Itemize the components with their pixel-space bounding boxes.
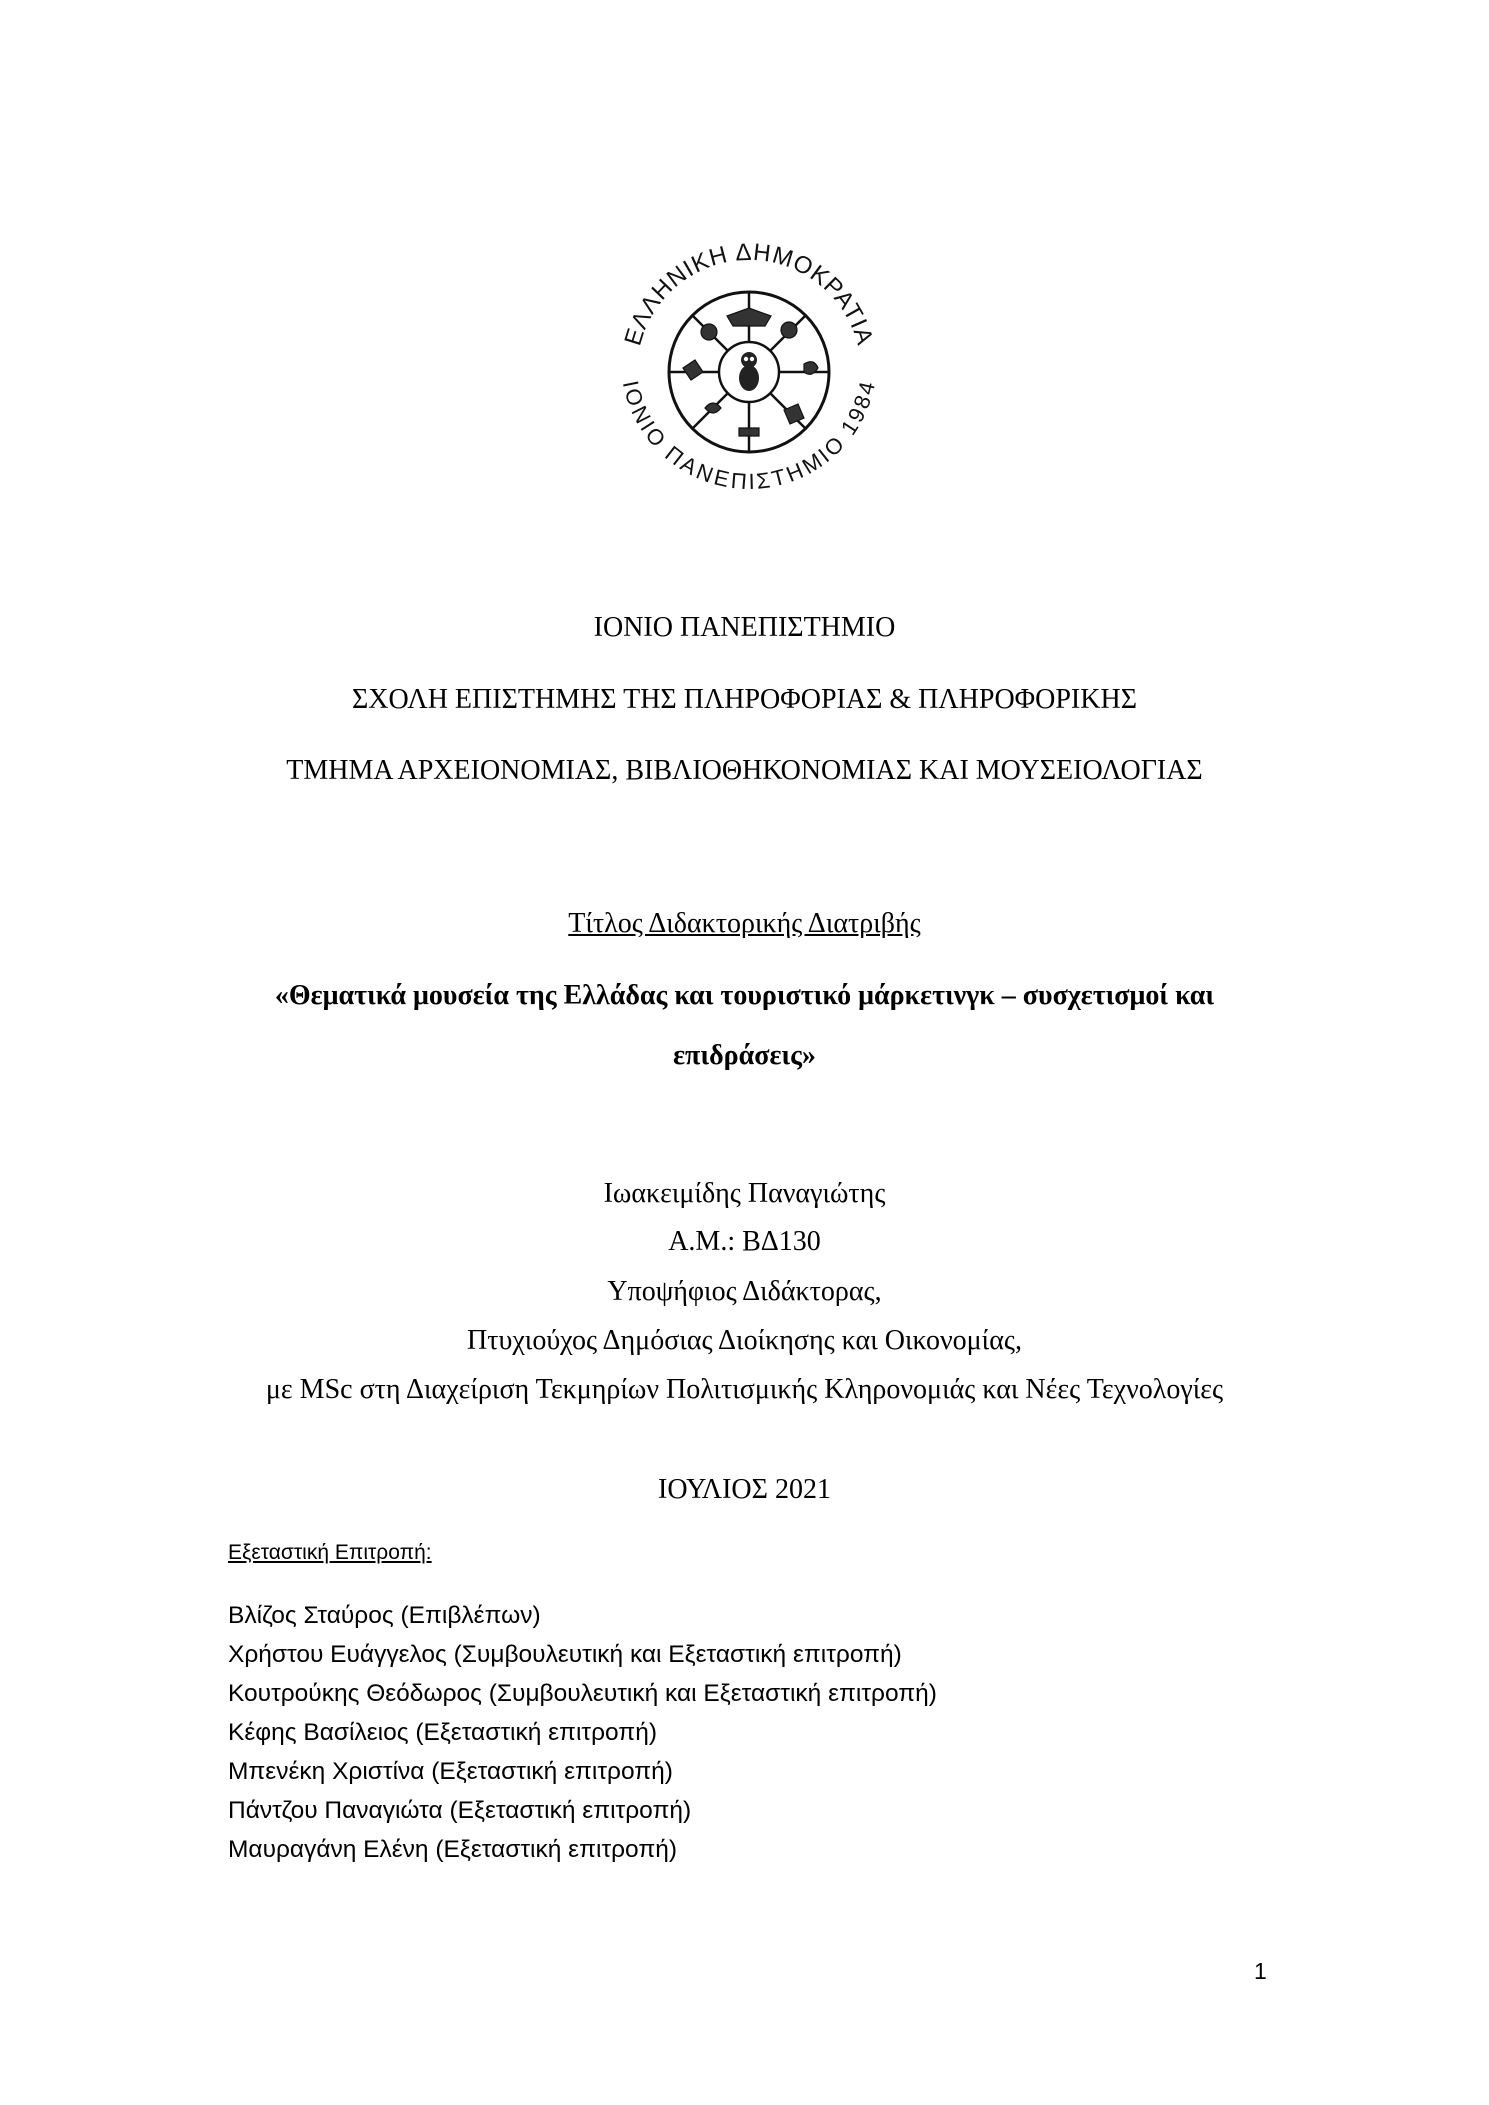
student-id: Α.Μ.: ΒΔ130	[668, 1226, 821, 1257]
department-name: ΤΜΗΜΑ ΑΡΧΕΙΟΝΟΜΙΑΣ, ΒΙΒΛΙΟΘΗΚΟΝΟΜΙΑΣ ΚΑΙ ΜΟΥΣΕΙΟΛΟΓΙΑΣ	[286, 755, 1203, 786]
author-degree-2: με MSc στη Διαχείριση Τεκμηρίων Πολιτισμικής Κληρονομιάς και Νέες Τεχνολογίες	[265, 1374, 1224, 1405]
submission-date: ΙΟΥΛΙΟΣ 2021	[658, 1474, 831, 1505]
committee-member: Κέφης Βασίλειος (Εξεταστική επιτροπή)	[228, 1719, 657, 1746]
committee-member: Χρήστου Ευάγγελος (Συμβουλευτική και Εξεταστική επιτροπή)	[228, 1641, 902, 1668]
thesis-title-line1: «Θεματικά μουσεία της Ελλάδας και τουριστικό μάρκετινγκ – συσχετισμοί και	[274, 980, 1215, 1011]
committee-member: Κουτρούκης Θεόδωρος (Συμβουλευτική και Εξεταστική επιτροπή)	[228, 1680, 937, 1707]
university-seal-icon	[609, 232, 889, 498]
committee-member: Μπενέκη Χριστίνα (Εξεταστική επιτροπή)	[228, 1758, 673, 1785]
seal-top-text: ΕΛΛΗΝΙΚΗ ΔΗΜΟΚΡΑΤΙΑ	[619, 238, 879, 349]
page-number: 1	[1254, 1958, 1267, 1984]
committee-heading: Εξεταστική Επιτροπή:	[228, 1541, 432, 1564]
school-name: ΣΧΟΛΗ ΕΠΙΣΤΗΜΗΣ ΤΗΣ ΠΛΗΡΟΦΟΡΙΑΣ & ΠΛΗΡΟΦΟΡΙΚΗΣ	[352, 684, 1137, 715]
committee-list	[228, 1596, 937, 1869]
committee-member: Μαυραγάνη Ελένη (Εξεταστική επιτροπή)	[228, 1836, 678, 1863]
university-name: ΙΟΝΙΟ ΠΑΝΕΠΙΣΤΗΜΙΟ	[593, 612, 896, 643]
committee-member: Πάντζου Παναγιώτα (Εξεταστική επιτροπή)	[228, 1797, 692, 1824]
committee-member: Βλίζος Σταύρος (Επιβλέπων)	[228, 1602, 541, 1629]
author-degree-1: Πτυχιούχος Δημόσιας Διοίκησης και Οικονομίας,	[467, 1325, 1022, 1356]
thesis-title-line2: επιδράσεις»	[673, 1040, 816, 1071]
author-name: Ιωακειμίδης Παναγιώτης	[603, 1178, 886, 1209]
author-role: Υποψήφιος Διδάκτορας,	[607, 1276, 882, 1307]
thesis-label: Τίτλος Διδακτορικής Διατριβής	[568, 908, 921, 939]
seal-bottom-text: ΙΟΝΙΟ ΠΑΝΕΠΙΣΤΗΜΙΟ 1984	[617, 378, 881, 495]
